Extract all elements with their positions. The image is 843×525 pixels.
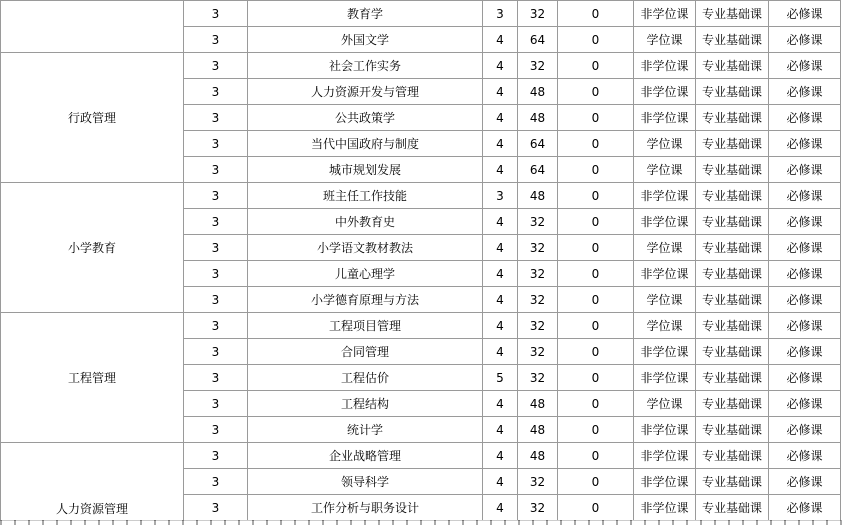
course-category-cell: 专业基础课 (696, 79, 769, 105)
hours-cell: 32 (518, 469, 558, 495)
course-name-cell: 小学语文教材教法 (248, 235, 483, 261)
sem-cell: 3 (184, 235, 248, 261)
requirement-cell: 必修课 (769, 131, 841, 157)
extra-hours-cell: 0 (558, 27, 634, 53)
degree-type-cell: 非学位课 (634, 183, 696, 209)
degree-type-cell: 学位课 (634, 235, 696, 261)
course-name-cell: 儿童心理学 (248, 261, 483, 287)
table-row (1, 443, 841, 469)
hours-cell: 32 (518, 209, 558, 235)
credit-cell: 4 (483, 53, 518, 79)
course-category-cell: 专业基础课 (696, 105, 769, 131)
credit-cell: 4 (483, 27, 518, 53)
course-table-body (1, 1, 841, 521)
sem-cell: 3 (184, 183, 248, 209)
degree-type-cell: 非学位课 (634, 365, 696, 391)
hours-cell: 48 (518, 443, 558, 469)
sem-cell: 3 (184, 313, 248, 339)
table-row (1, 53, 841, 79)
degree-type-cell: 非学位课 (634, 105, 696, 131)
extra-hours-cell: 0 (558, 105, 634, 131)
major-cell: 小学教育 (1, 183, 184, 313)
degree-type-cell: 学位课 (634, 287, 696, 313)
major-cell: 行政管理 (1, 53, 184, 183)
sem-cell: 3 (184, 1, 248, 27)
course-name-cell: 教育学 (248, 1, 483, 27)
requirement-cell: 必修课 (769, 105, 841, 131)
table-row (1, 183, 841, 209)
course-category-cell: 专业基础课 (696, 209, 769, 235)
degree-type-cell: 学位课 (634, 27, 696, 53)
degree-type-cell: 非学位课 (634, 53, 696, 79)
credit-cell: 3 (483, 1, 518, 27)
requirement-cell: 必修课 (769, 235, 841, 261)
degree-type-cell: 非学位课 (634, 417, 696, 443)
extra-hours-cell: 0 (558, 53, 634, 79)
degree-type-cell: 非学位课 (634, 495, 696, 521)
extra-hours-cell: 0 (558, 261, 634, 287)
degree-type-cell: 学位课 (634, 131, 696, 157)
degree-type-cell: 非学位课 (634, 469, 696, 495)
credit-cell: 4 (483, 339, 518, 365)
hours-cell: 32 (518, 53, 558, 79)
cut-off-next-row (0, 520, 843, 525)
degree-type-cell: 学位课 (634, 157, 696, 183)
extra-hours-cell: 0 (558, 313, 634, 339)
extra-hours-cell: 0 (558, 157, 634, 183)
course-category-cell: 专业基础课 (696, 469, 769, 495)
sem-cell: 3 (184, 417, 248, 443)
major-cell: 人力资源管理 (1, 443, 184, 521)
degree-type-cell: 非学位课 (634, 261, 696, 287)
course-name-cell: 工作分析与职务设计 (248, 495, 483, 521)
extra-hours-cell: 0 (558, 339, 634, 365)
course-name-cell: 工程结构 (248, 391, 483, 417)
credit-cell: 4 (483, 443, 518, 469)
credit-cell: 4 (483, 495, 518, 521)
requirement-cell: 必修课 (769, 79, 841, 105)
sem-cell: 3 (184, 131, 248, 157)
course-category-cell: 专业基础课 (696, 443, 769, 469)
table-row (1, 1, 841, 27)
sem-cell: 3 (184, 79, 248, 105)
credit-cell: 3 (483, 183, 518, 209)
requirement-cell: 必修课 (769, 27, 841, 53)
course-category-cell: 专业基础课 (696, 261, 769, 287)
credit-cell: 4 (483, 79, 518, 105)
table-row (1, 313, 841, 339)
credit-cell: 4 (483, 261, 518, 287)
course-name-cell: 城市规划发展 (248, 157, 483, 183)
hours-cell: 48 (518, 79, 558, 105)
requirement-cell: 必修课 (769, 183, 841, 209)
hours-cell: 32 (518, 495, 558, 521)
extra-hours-cell: 0 (558, 443, 634, 469)
extra-hours-cell: 0 (558, 469, 634, 495)
degree-type-cell: 非学位课 (634, 1, 696, 27)
sem-cell: 3 (184, 443, 248, 469)
hours-cell: 48 (518, 417, 558, 443)
course-name-cell: 小学德育原理与方法 (248, 287, 483, 313)
extra-hours-cell: 0 (558, 495, 634, 521)
degree-type-cell: 学位课 (634, 313, 696, 339)
extra-hours-cell: 0 (558, 365, 634, 391)
sem-cell: 3 (184, 209, 248, 235)
credit-cell: 4 (483, 417, 518, 443)
hours-cell: 48 (518, 391, 558, 417)
extra-hours-cell: 0 (558, 1, 634, 27)
course-name-cell: 班主任工作技能 (248, 183, 483, 209)
sem-cell: 3 (184, 261, 248, 287)
major-cell: 工程管理 (1, 313, 184, 443)
credit-cell: 4 (483, 157, 518, 183)
course-name-cell: 人力资源开发与管理 (248, 79, 483, 105)
sem-cell: 3 (184, 495, 248, 521)
course-name-cell: 公共政策学 (248, 105, 483, 131)
hours-cell: 32 (518, 339, 558, 365)
credit-cell: 4 (483, 209, 518, 235)
requirement-cell: 必修课 (769, 365, 841, 391)
requirement-cell: 必修课 (769, 339, 841, 365)
extra-hours-cell: 0 (558, 417, 634, 443)
credit-cell: 4 (483, 391, 518, 417)
sem-cell: 3 (184, 53, 248, 79)
course-name-cell: 中外教育史 (248, 209, 483, 235)
hours-cell: 32 (518, 235, 558, 261)
requirement-cell: 必修课 (769, 495, 841, 521)
degree-type-cell: 非学位课 (634, 79, 696, 105)
hours-cell: 32 (518, 365, 558, 391)
course-name-cell: 领导科学 (248, 469, 483, 495)
credit-cell: 4 (483, 313, 518, 339)
requirement-cell: 必修课 (769, 469, 841, 495)
requirement-cell: 必修课 (769, 1, 841, 27)
degree-type-cell: 非学位课 (634, 339, 696, 365)
degree-type-cell: 学位课 (634, 391, 696, 417)
degree-type-cell: 非学位课 (634, 209, 696, 235)
course-name-cell: 工程估价 (248, 365, 483, 391)
extra-hours-cell: 0 (558, 131, 634, 157)
credit-cell: 4 (483, 235, 518, 261)
sem-cell: 3 (184, 27, 248, 53)
course-name-cell: 当代中国政府与制度 (248, 131, 483, 157)
extra-hours-cell: 0 (558, 287, 634, 313)
course-category-cell: 专业基础课 (696, 287, 769, 313)
hours-cell: 64 (518, 27, 558, 53)
degree-type-cell: 非学位课 (634, 443, 696, 469)
sem-cell: 3 (184, 391, 248, 417)
extra-hours-cell: 0 (558, 79, 634, 105)
course-category-cell: 专业基础课 (696, 417, 769, 443)
course-name-cell: 工程项目管理 (248, 313, 483, 339)
sem-cell: 3 (184, 157, 248, 183)
course-category-cell: 专业基础课 (696, 365, 769, 391)
credit-cell: 4 (483, 131, 518, 157)
requirement-cell: 必修课 (769, 53, 841, 79)
requirement-cell: 必修课 (769, 313, 841, 339)
course-category-cell: 专业基础课 (696, 339, 769, 365)
course-name-cell: 外国文学 (248, 27, 483, 53)
sem-cell: 3 (184, 339, 248, 365)
course-category-cell: 专业基础课 (696, 313, 769, 339)
hours-cell: 48 (518, 105, 558, 131)
credit-cell: 5 (483, 365, 518, 391)
sem-cell: 3 (184, 287, 248, 313)
hours-cell: 32 (518, 1, 558, 27)
hours-cell: 32 (518, 261, 558, 287)
extra-hours-cell: 0 (558, 391, 634, 417)
requirement-cell: 必修课 (769, 209, 841, 235)
requirement-cell: 必修课 (769, 261, 841, 287)
requirement-cell: 必修课 (769, 287, 841, 313)
course-category-cell: 专业基础课 (696, 183, 769, 209)
course-name-cell: 合同管理 (248, 339, 483, 365)
course-category-cell: 专业基础课 (696, 53, 769, 79)
sem-cell: 3 (184, 105, 248, 131)
extra-hours-cell: 0 (558, 209, 634, 235)
course-name-cell: 社会工作实务 (248, 53, 483, 79)
course-category-cell: 专业基础课 (696, 1, 769, 27)
hours-cell: 48 (518, 183, 558, 209)
requirement-cell: 必修课 (769, 417, 841, 443)
hours-cell: 32 (518, 287, 558, 313)
course-name-cell: 统计学 (248, 417, 483, 443)
credit-cell: 4 (483, 105, 518, 131)
requirement-cell: 必修课 (769, 157, 841, 183)
course-category-cell: 专业基础课 (696, 157, 769, 183)
sem-cell: 3 (184, 365, 248, 391)
course-name-cell: 企业战略管理 (248, 443, 483, 469)
course-category-cell: 专业基础课 (696, 131, 769, 157)
credit-cell: 4 (483, 287, 518, 313)
major-cell (1, 1, 184, 53)
course-category-cell: 专业基础课 (696, 27, 769, 53)
credit-cell: 4 (483, 469, 518, 495)
extra-hours-cell: 0 (558, 235, 634, 261)
hours-cell: 64 (518, 157, 558, 183)
hours-cell: 32 (518, 313, 558, 339)
course-category-cell: 专业基础课 (696, 235, 769, 261)
sem-cell: 3 (184, 469, 248, 495)
course-category-cell: 专业基础课 (696, 495, 769, 521)
requirement-cell: 必修课 (769, 443, 841, 469)
requirement-cell: 必修课 (769, 391, 841, 417)
hours-cell: 64 (518, 131, 558, 157)
course-category-cell: 专业基础课 (696, 391, 769, 417)
extra-hours-cell: 0 (558, 183, 634, 209)
